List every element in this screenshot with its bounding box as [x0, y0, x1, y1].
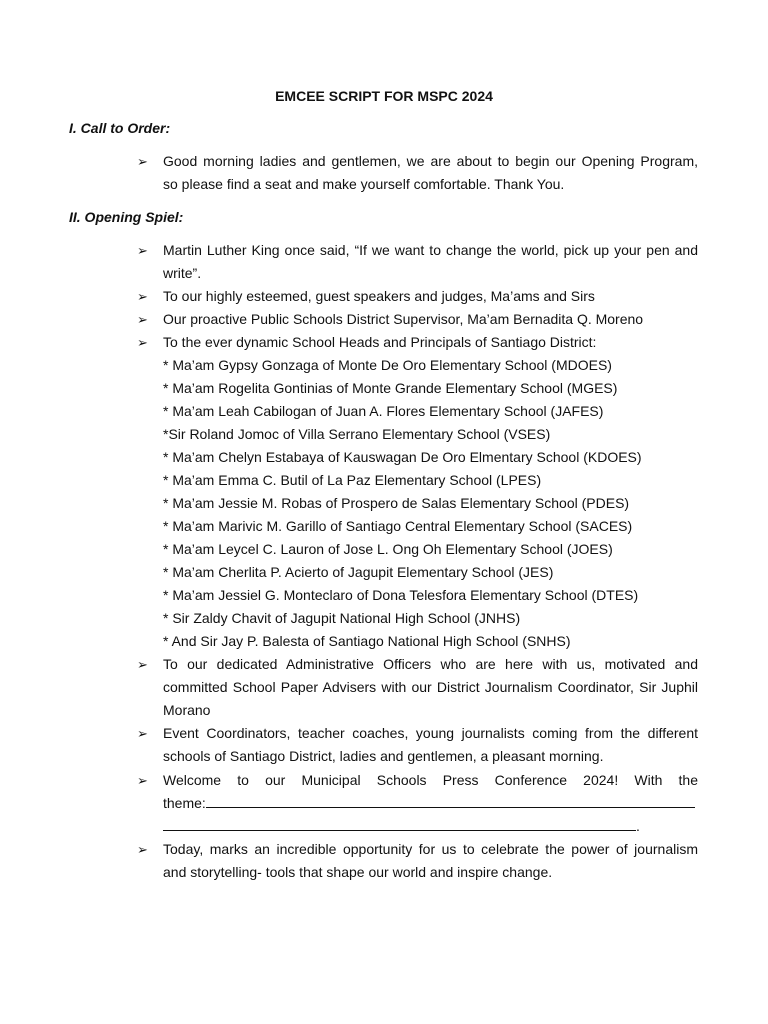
text-line: To the ever dynamic School Heads and Principals of Santiago District: — [163, 334, 597, 350]
arrow-bullet-icon: ➢ — [137, 154, 148, 169]
school-head-item: * Ma’am Cherlita P. Acierto of Jagupit Elementary School (JES) — [163, 564, 554, 580]
school-head-item: *Sir Roland Jomoc of Villa Serrano Elementary School (VSES) — [163, 426, 551, 442]
text-line: Our proactive Public Schools District Supervisor, Ma’am Bernadita Q. Moreno — [163, 311, 644, 327]
arrow-bullet-icon: ➢ — [137, 842, 148, 857]
school-head-item: * Sir Zaldy Chavit of Jagupit National High School (JNHS) — [163, 610, 521, 626]
theme-blank-line — [206, 793, 695, 808]
school-head-item: * And Sir Jay P. Balesta of Santiago National High School (SNHS) — [163, 633, 571, 649]
text-line: Today, marks an incredible opportunity for us to celebrate the power of journalism — [163, 841, 698, 857]
school-head-item: * Ma’am Jessiel G. Monteclaro of Dona Telesfora Elementary School (DTES) — [163, 587, 639, 603]
arrow-bullet-icon: ➢ — [137, 312, 148, 327]
text-line: write”. — [163, 265, 202, 281]
theme-blank-line — [163, 816, 636, 831]
arrow-bullet-icon: ➢ — [137, 657, 148, 672]
theme-line-continued — [163, 815, 698, 838]
arrow-bullet-icon: ➢ — [137, 773, 148, 788]
school-head-item: * Ma’am Rogelita Gontinias of Monte Grande Elementary School (MGES) — [163, 380, 618, 396]
school-head-item: * Ma’am Chelyn Estabaya of Kauswagan De Oro Elmentary School (KDOES) — [163, 449, 642, 465]
section-heading-opening-spiel: II. Opening Spiel: — [69, 209, 184, 225]
school-head-item: * Ma’am Jessie M. Robas of Prospero de Salas Elementary School (PDES) — [163, 495, 630, 511]
school-head-item: * Ma’am Gypsy Gonzaga of Monte De Oro Elementary School (MDOES) — [163, 357, 612, 373]
text-line: To our dedicated Administrative Officers who are here with us, motivated and — [163, 656, 698, 672]
arrow-bullet-icon: ➢ — [137, 289, 148, 304]
text-line: Welcome to our Municipal Schools Press Conference 2024! With the — [163, 772, 698, 788]
section-heading-call-to-order: I. Call to Order: — [69, 120, 171, 136]
arrow-bullet-icon: ➢ — [137, 726, 148, 741]
text-line: so please find a seat and make yourself comfortable. Thank You. — [163, 176, 565, 192]
arrow-bullet-icon: ➢ — [137, 335, 148, 350]
text-line: committed School Paper Advisers with our District Journalism Coordinator, Sir Juphil — [163, 679, 698, 695]
text-line: and storytelling- tools that shape our world and inspire change. — [163, 864, 553, 880]
school-head-item: * Ma’am Leycel C. Lauron of Jose L. Ong Oh Elementary School (JOES) — [163, 541, 613, 557]
theme-end: . — [636, 818, 640, 834]
document-title: EMCEE SCRIPT FOR MSPC 2024 — [275, 88, 493, 104]
school-head-item: * Ma’am Leah Cabilogan of Juan A. Flores Elementary School (JAFES) — [163, 403, 604, 419]
theme-line — [163, 792, 698, 815]
theme-label: theme: — [163, 795, 206, 811]
text-line: Event Coordinators, teacher coaches, young journalists coming from the different — [163, 725, 698, 741]
text-line: Morano — [163, 702, 211, 718]
text-line: Good morning ladies and gentlemen, we are about to begin our Opening Program, — [163, 153, 698, 169]
text-line: Martin Luther King once said, “If we want to change the world, pick up your pen and — [163, 242, 698, 258]
school-head-item: * Ma’am Marivic M. Garillo of Santiago Central Elementary School (SACES) — [163, 518, 633, 534]
school-head-item: * Ma’am Emma C. Butil of La Paz Elementary School (LPES) — [163, 472, 542, 488]
arrow-bullet-icon: ➢ — [137, 243, 148, 258]
text-line: To our highly esteemed, guest speakers and judges, Ma’ams and Sirs — [163, 288, 595, 304]
text-line: schools of Santiago District, ladies and gentlemen, a pleasant morning. — [163, 748, 604, 764]
